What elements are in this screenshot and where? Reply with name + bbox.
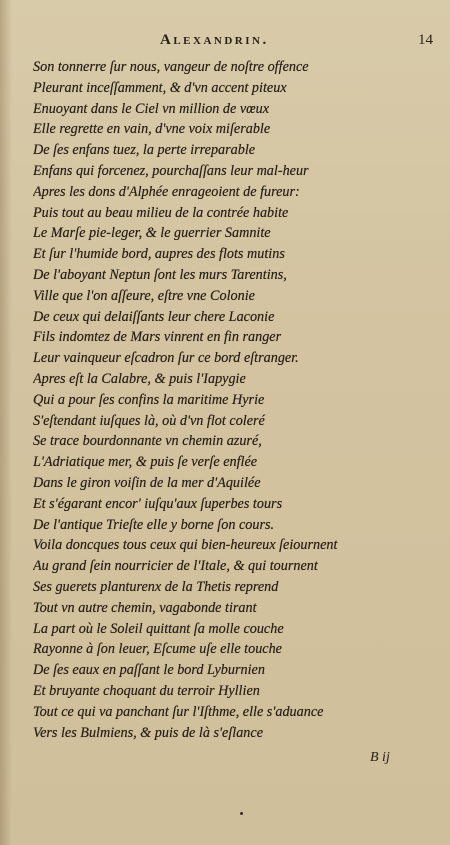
verse-line: Enuoyant dans le Ciel vn million de vœux (33, 100, 270, 117)
verse-line: De ſes eaux en paſſant le bord Lyburnien (33, 662, 265, 679)
verse-line: Ses guerets planturenx de la Thetis reprend (33, 578, 279, 595)
verse-line: Tout ce qui va panchant ſur l'Iſthme, elle s'aduance (33, 703, 324, 720)
signature-mark: B ij (370, 750, 390, 765)
verse-line: Ville que l'on aſſeure, eſtre vne Colonie (33, 287, 255, 304)
verse-line: Se trace bourdonnante vn chemin azuré, (33, 433, 262, 450)
verse-line: Qui a pour ſes confins la maritime Hyrie (33, 391, 265, 408)
page-ornament-dot (240, 812, 243, 815)
verse-text-block (33, 57, 433, 743)
verse-line: L'Adriatique mer, & puis ſe verſe enflée (33, 454, 258, 471)
page-edge-shadow (0, 0, 12, 845)
page-header (0, 32, 450, 54)
verse-line: Leur vainqueur eſcadron ſur ce bord eſtranger. (33, 350, 299, 367)
verse-line: Dans le giron voiſin de la mer d'Aquilée (33, 474, 261, 491)
verse-line: Puis tout au beau milieu de la contrée habite (33, 204, 289, 221)
verse-line: Et bruyante choquant du terroir Hyllien (33, 682, 260, 699)
verse-line: De l'antique Trieſte elle y borne ſon cours. (33, 516, 275, 533)
verse-line: Le Marſe pie-leger, & le guerrier Samnite (33, 225, 271, 242)
verse-line: Enfans qui forcenez, pourchaſſans leur mal-heur (33, 162, 309, 179)
verse-line: Apres les dons d'Alphée enrageoient de fureur: (33, 183, 300, 200)
verse-line: Apres eſt la Calabre, & puis l'Iapygie (33, 370, 246, 387)
verse-line: De ceux qui delaiſſants leur chere Laconie (33, 308, 275, 325)
verse-line: Son tonnerre ſur nous, vangeur de noſtre offence (33, 59, 309, 75)
verse-line: Et ſur l'humide bord, aupres des flots mutins (33, 246, 285, 263)
verse-line: Elle regrette en vain, d'vne voix miſerable (33, 121, 271, 138)
verse-line: De ſes enfans tuez, la perte irreparable (33, 142, 256, 159)
verse-line: Rayonne à ſon leuer, Eſcume uſe elle touche (33, 641, 282, 658)
verse-line: Pleurant inceſſamment, & d'vn accent piteux (33, 79, 287, 96)
verse-line: Et s'égarant encor' iuſqu'aux ſuperbes tours (33, 495, 283, 512)
verse-line: Au grand ſein nourricier de l'Itale, & qui tournent (33, 558, 318, 575)
verse-line: Fils indomtez de Mars vinrent en fin ranger (33, 329, 282, 346)
verse-line: Voila doncques tous ceux qui bien-heureux ſeiournent (33, 537, 338, 554)
verse-line: Tout vn autre chemin, vagabonde tirant (33, 599, 257, 616)
running-title: Alexandrin. (160, 32, 269, 48)
verse-line: La part où le Soleil quittant ſa molle couche (33, 620, 284, 637)
verse-line: De l'aboyant Neptun ſont les murs Tarentins, (33, 266, 287, 283)
page-number: 14 (418, 32, 433, 48)
verse-line: S'eſtendant iuſques là, où d'vn flot coleré (33, 412, 265, 429)
verse-line: Vers les Bulmiens, & puis de là s'eſlance (33, 724, 263, 741)
